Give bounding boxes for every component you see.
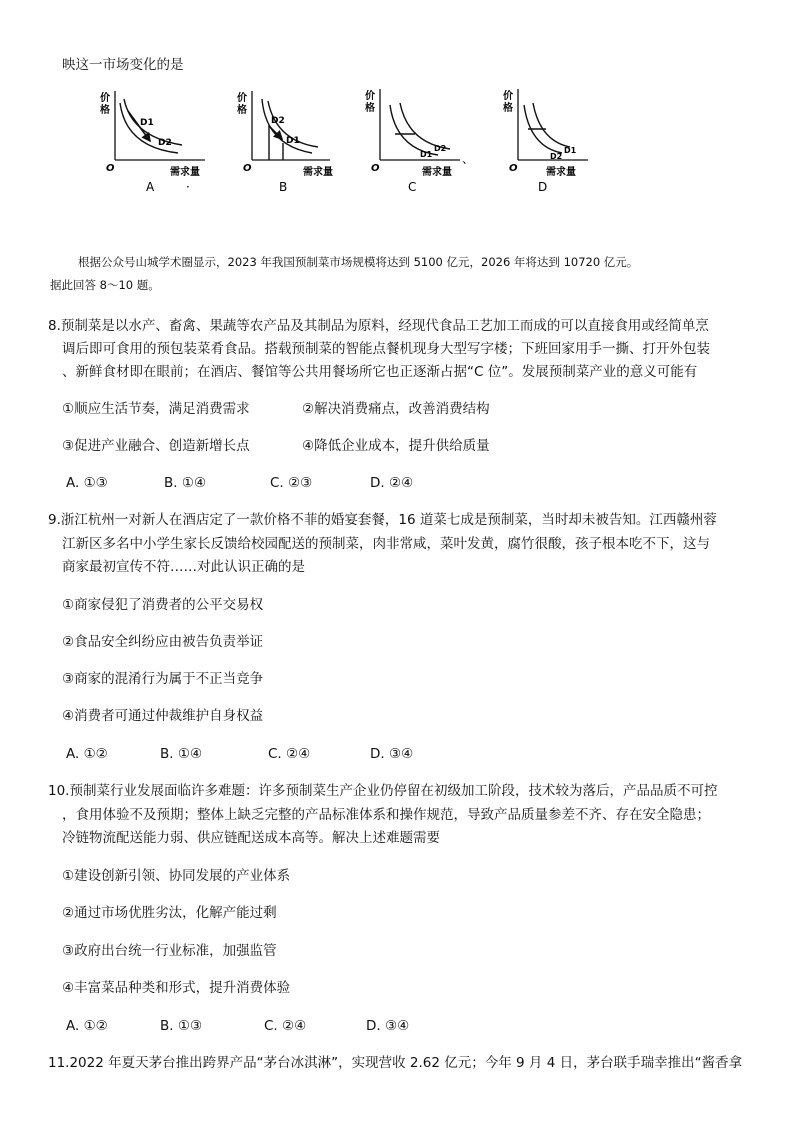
intro-line: 映这一市场变化的是 (62, 57, 184, 73)
q8-item-1: ①顺应生活节奏，满足消费需求 (62, 401, 250, 417)
q9-choice-b: B. ①④ (160, 746, 203, 762)
q8-item-2: ②解决消费痛点，改善消费结构 (302, 401, 490, 417)
graph-c-letter: C (408, 180, 417, 194)
q10-choice-d: D. ③④ (366, 1018, 410, 1034)
graph-d-ylabel-2: 格 (503, 103, 513, 114)
q8-line-3: 、新鲜食材即在眼前；在酒店、餐馆等公共用餐场所它也正逐渐占据“C 位”。发展预制菜产业的意义可能有 (62, 364, 698, 380)
graph-d-curve-1: D2 (550, 152, 563, 161)
q10-choice-b: B. ①③ (160, 1018, 203, 1034)
q8-line-2: 调后即可食用的预包装菜肴食品。搭载预制菜的智能点餐机现身大型写字楼；下班回家用手一撕、打开外包装 (62, 341, 710, 357)
q10-item-3: ③政府出台统一行业标准，加强监管 (62, 943, 277, 959)
q8-line-1: 8.预制菜是以水产、畜禽、果蔬等农产品及其制品为原料，经现代食品工艺加工而成的可以直接食用或经简单烹 (48, 318, 709, 334)
q10-choice-c: C. ②④ (264, 1018, 307, 1034)
graph-b-origin: O (243, 163, 252, 174)
material-line-2: 据此回答 8～10 题。 (50, 278, 160, 292)
graph-panel-c (365, 89, 474, 194)
graph-b-curve-2: D1 (286, 136, 300, 146)
graph-c-curve-1: D1 (420, 150, 433, 159)
graph-a-letter: A (146, 180, 155, 194)
q9-item-2: ②食品安全纠纷应由被告负责举证 (62, 634, 264, 650)
graph-panel-d (503, 89, 588, 194)
q9-item-4: ④消费者可通过仲裁维护自身权益 (62, 708, 264, 724)
q10-item-1: ①建设创新引领、协同发展的产业体系 (62, 868, 291, 884)
q8-choice-a: A. ①③ (66, 475, 108, 491)
graph-c-ylabel-1: 价 (365, 91, 375, 102)
graph-a-mark: · (186, 180, 190, 194)
graph-b-letter: B (279, 180, 288, 194)
graph-b-xlabel: 需求量 (303, 167, 333, 178)
graph-b-ylabel-1: 价 (237, 93, 247, 104)
q9-item-3: ③商家的混淆行为属于不正当竞争 (62, 671, 264, 687)
q8-item-3: ③促进产业融合、创造新增长点 (62, 438, 250, 454)
q10-choice-a: A. ①② (66, 1018, 108, 1034)
graph-c-origin: O (371, 163, 380, 174)
q10-line-2: ，食用体验不及预期；整体上缺乏完整的产品标准体系和操作规范，导致产品质量参差不齐、存在安全隐患； (62, 807, 710, 823)
q9-choice-a: A. ①② (66, 746, 108, 762)
q9-choice-c: C. ②④ (268, 746, 311, 762)
q9-choice-d: D. ③④ (370, 746, 414, 762)
q9-item-1: ①商家侵犯了消费者的公平交易权 (62, 597, 264, 613)
graph-d-ylabel-1: 价 (503, 91, 513, 102)
q11-line-1: 11.2022 年夏天茅台推出跨界产品“茅台冰淇淋”，实现营收 2.62 亿元；今年 9 月 4 日，茅台联手瑞幸推出“酱香拿 (48, 1055, 743, 1071)
graph-a-origin: O (106, 163, 115, 174)
graph-a-curve-2: D2 (158, 138, 172, 148)
q9-line-3: 商家最初宣传不符……对此认识正确的是 (62, 559, 305, 575)
graph-d-xlabel: 需求量 (546, 167, 576, 178)
graph-d-curve-2: D1 (564, 146, 577, 155)
graph-c-ylabel-2: 格 (365, 103, 375, 114)
graph-c-mark: 、 (462, 152, 475, 166)
graph-d-origin: O (509, 163, 518, 174)
graph-c-curve-2: D2 (434, 144, 447, 153)
q10-line-1: 10.预制菜行业发展面临许多难题：许多预制菜生产企业仍停留在初级加工阶段，技术较为落后，产品品质不可控 (48, 783, 718, 799)
q10-item-4: ④丰富菜品种类和形式，提升消费体验 (62, 980, 291, 996)
graph-c-xlabel: 需求量 (422, 167, 452, 178)
q8-choice-c: C. ②③ (270, 475, 313, 491)
q8-choice-d: D. ②④ (370, 475, 414, 491)
q9-line-2: 江新区多名中小学生家长反馈给校园配送的预制菜，肉非常咸，菜叶发黄，腐竹很酸，孩子根本吃不下，这与 (62, 536, 710, 552)
q9-line-1: 9.浙江杭州一对新人在酒店定了一款价格不菲的婚宴套餐，16 道菜七成是预制菜，当时却未被告知。江西赣州蓉 (48, 512, 717, 528)
graph-panel-b (237, 91, 333, 194)
graph-b-ylabel-2: 格 (237, 105, 247, 116)
q10-item-2: ②通过市场优胜劣汰，化解产能过剩 (62, 905, 277, 921)
q8-choice-b: B. ①④ (164, 475, 207, 491)
graph-a-ylabel-2: 格 (100, 105, 110, 116)
q8-item-4: ④降低企业成本，提升供给质量 (302, 438, 490, 454)
material-line-1: 根据公众号山城学术圈显示，2023 年我国预制菜市场规模将达到 5100 亿元，2026 年将达到 10720 亿元。 (78, 255, 639, 269)
graph-panel-a (100, 91, 205, 194)
graph-b-curve-1: D2 (271, 116, 285, 126)
graph-a-xlabel: 需求量 (170, 167, 200, 178)
graph-a-ylabel-1: 价 (100, 93, 110, 104)
graph-d-letter: D (538, 180, 548, 194)
graph-a-curve-1: D1 (140, 118, 154, 128)
q10-line-3: 冷链物流配送能力弱、供应链配送成本高等。解决上述难题需要 (62, 830, 440, 846)
